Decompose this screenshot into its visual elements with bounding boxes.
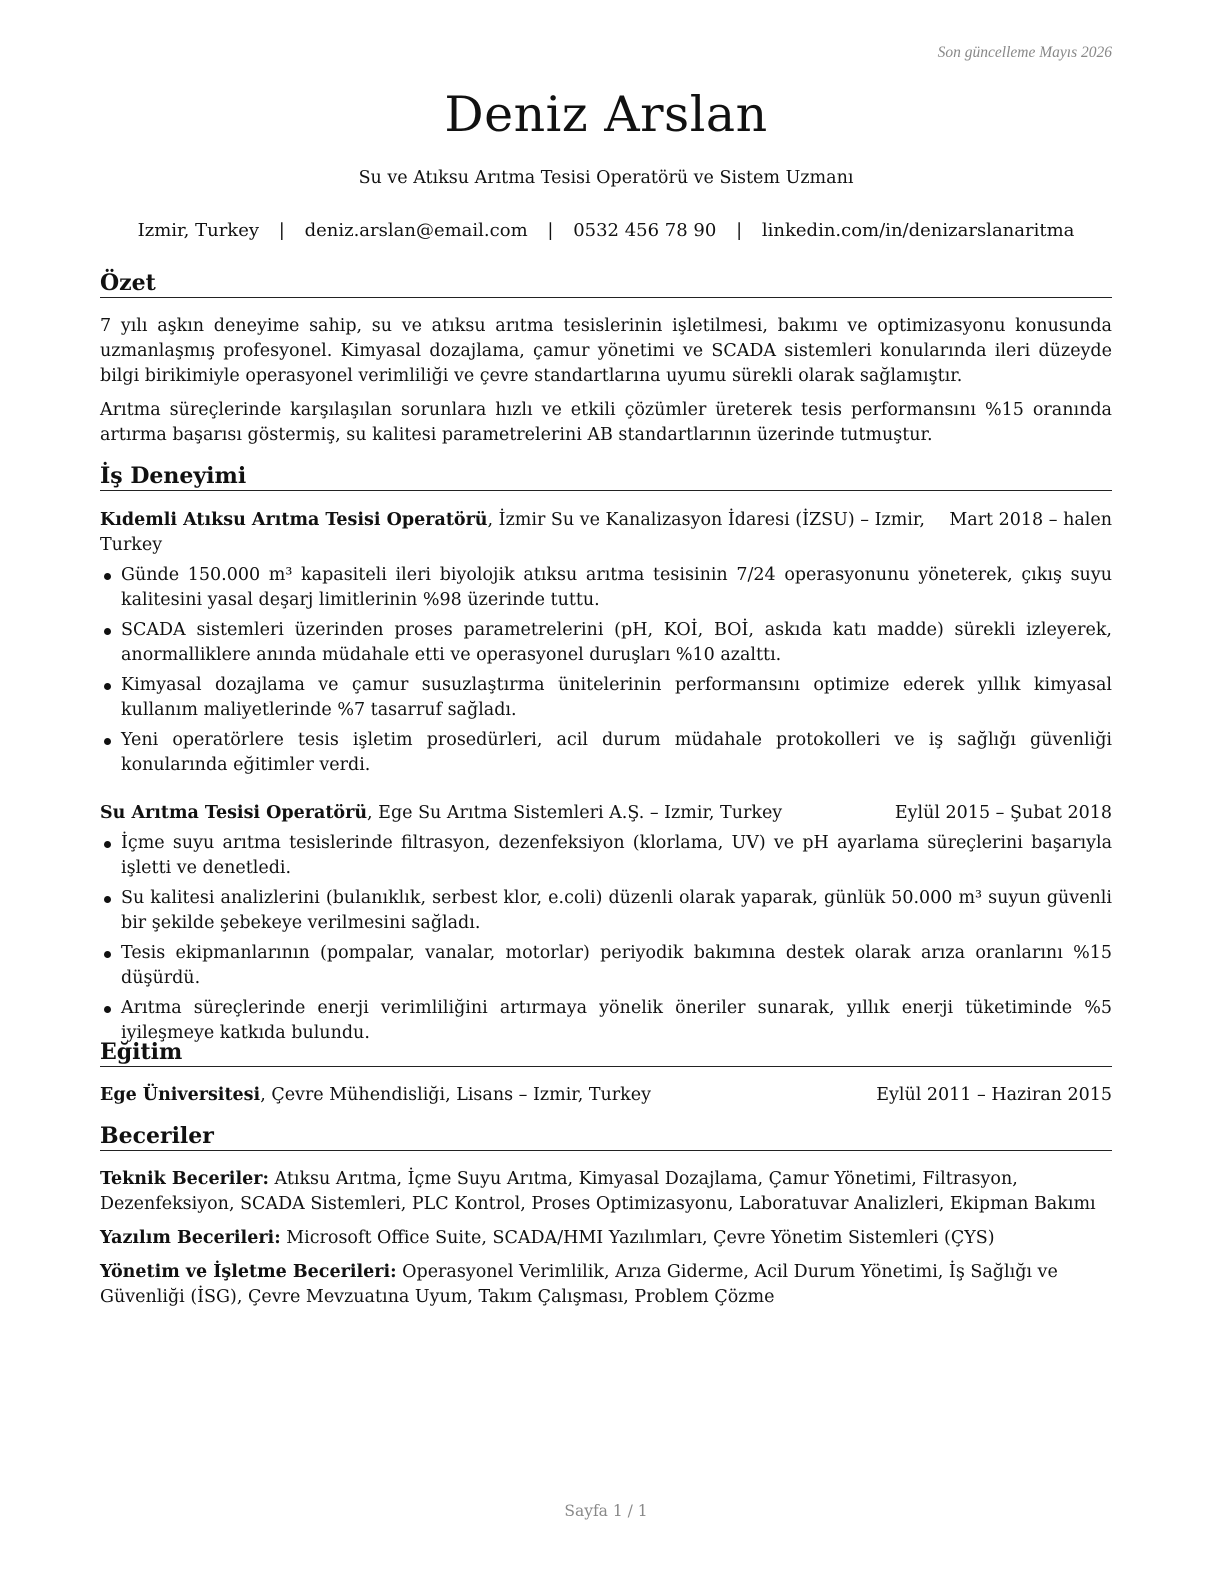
skill-group	[100, 1226, 1112, 1251]
list-item: Arıtma süreçlerinde enerji verimliliğini artırmaya yönelik öneriler sunarak, yıllık enerji tüketiminde %5 iyileşmeye katkıda bulundu.	[100, 996, 1112, 1046]
skill-label: Yazılım Becerileri:	[100, 1228, 281, 1248]
education-dates: Eylül 2011 – Haziran 2015	[876, 1085, 1112, 1105]
skill-group	[100, 1260, 1112, 1310]
job-title: Kıdemli Atıksu Arıtma Tesisi Operatörü	[100, 510, 488, 530]
job-bullets	[100, 563, 1112, 783]
list-item: Yeni operatörlere tesis işletim prosedürleri, acil durum müdahale protokolleri ve iş sağlığı güvenliği konularında eğitimler verdi.	[100, 728, 1112, 778]
contact-separator: |	[278, 220, 285, 241]
skill-group	[100, 1167, 1112, 1217]
job-dates: Eylül 2015 – Şubat 2018	[894, 803, 1112, 823]
skill-label: Yönetim ve İşletme Becerileri:	[100, 1262, 397, 1282]
skill-text: Microsoft Office Suite, SCADA/HMI Yazılımları, Çevre Yönetim Sistemleri (ÇYS)	[280, 1228, 995, 1248]
school-name: Ege Üniversitesi	[100, 1085, 261, 1105]
candidate-title: Su ve Atıksu Arıtma Tesisi Operatörü ve Sistem Uzmanı	[358, 168, 854, 188]
list-item: Su kalitesi analizlerini (bulanıklık, serbest klor, e.coli) düzenli olarak yaparak, günlük 50.000 m³ suyun güvenli bir şekilde şebekeye verilmesini sağladı.	[100, 886, 1112, 936]
job-header	[100, 508, 1112, 558]
education-entry	[100, 1083, 1112, 1108]
summary-paragraph: 7 yılı aşkın deneyime sahip, su ve atıksu arıtma tesislerinin işletilmesi, bakımı ve optimizasyonu konusunda uzmanlaşmış profesyonel. Kimyasal dozajlama, çamur yönetimi ve SCADA sistemleri konularında ileri düzeyde bilgi birikimiyle operasyonel verimliliği ve çevre standartlarına uyumu sürekli olarak sağlamıştır.	[100, 316, 1112, 386]
skill-text: Operasyonel Verimlilik, Arıza Giderme, Acil Durum Yönetimi, İş Sağlığı ve Güvenliği (İSG), Çevre Mevzuatına Uyum, Takım Çalışması, Problem Çözme	[100, 1262, 1058, 1307]
section-heading-education: Eğitim	[100, 1039, 1112, 1067]
resume-page	[100, 0, 1112, 1584]
contact-email[interactable]: deniz.arslan@email.com	[304, 220, 528, 241]
skill-text: Atıksu Arıtma, İçme Suyu Arıtma, Kimyasal Dozajlama, Çamur Yönetimi, Filtrasyon, Dezenfeksiyon, SCADA Sistemleri, PLC Kontrol, Proses Optimizasyonu, Laboratuvar Analizleri, Ekipman Bakımı	[100, 1169, 1096, 1214]
skill-label: Teknik Beceriler:	[100, 1169, 269, 1189]
contact-separator: |	[547, 220, 554, 241]
section-heading-summary: Özet	[100, 270, 1112, 298]
contact-line	[100, 220, 1112, 241]
job-dates: Mart 2018 – halen	[949, 510, 1112, 530]
list-item: Kimyasal dozajlama ve çamur susuzlaştırma ünitelerinin performansını optimize ederek yıllık kimyasal kullanım maliyetlerinde %7 tasarruf sağladı.	[100, 673, 1112, 723]
job-bullets	[100, 831, 1112, 1051]
last-updated: Son güncelleme Mayıs 2026	[937, 44, 1112, 61]
contact-linkedin[interactable]: linkedin.com/in/denizarslanaritma	[761, 220, 1075, 241]
job-title: Su Arıtma Tesisi Operatörü	[100, 803, 368, 823]
job-company-cont: Turkey	[100, 535, 163, 555]
list-item: İçme suyu arıtma tesislerinde filtrasyon, dezenfeksiyon (klorlama, UV) ve pH ayarlama süreçlerini başarıyla işletti ve denetledi.	[100, 831, 1112, 881]
candidate-name: Deniz Arslan	[444, 86, 768, 143]
contact-separator: |	[736, 220, 743, 241]
contact-location: Izmir, Turkey	[137, 220, 260, 241]
job-company: , İzmir Su ve Kanalizasyon İdaresi (İZSU) – Izmir,	[487, 510, 925, 530]
list-item: SCADA sistemleri üzerinden proses parametrelerini (pH, KOİ, BOİ, askıda katı madde) sürekli izleyerek, anormalliklere anında müdahale etti ve operasyonel duruşları %10 azalttı.	[100, 618, 1112, 668]
job-company: , Ege Su Arıtma Sistemleri A.Ş. – Izmir, Turkey	[367, 803, 783, 823]
page-number: Sayfa 1 / 1	[564, 1502, 648, 1520]
summary-paragraph: Arıtma süreçlerinde karşılaşılan sorunlara hızlı ve etkili çözümler üreterek tesis performansını %15 oranında artırma başarısı göstermiş, su kalitesi parametrelerini AB standartlarının üzerinde tutmuştur.	[100, 400, 1112, 445]
contact-phone: 0532 456 78 90	[573, 220, 717, 241]
degree-details: , Çevre Mühendisliği, Lisans – Izmir, Turkey	[260, 1085, 652, 1105]
list-item: Tesis ekipmanlarının (pompalar, vanalar, motorlar) periyodik bakımına destek olarak arıza oranlarını %15 düşürdü.	[100, 941, 1112, 991]
section-heading-experience: İş Deneyimi	[100, 463, 1112, 491]
list-item: Günde 150.000 m³ kapasiteli ileri biyolojik atıksu arıtma tesisinin 7/24 operasyonunu yöneterek, çıkış suyu kalitesini yasal deşarj limitlerinin %98 üzerinde tuttu.	[100, 563, 1112, 613]
section-heading-skills: Beceriler	[100, 1123, 1112, 1151]
job-header	[100, 801, 1112, 826]
